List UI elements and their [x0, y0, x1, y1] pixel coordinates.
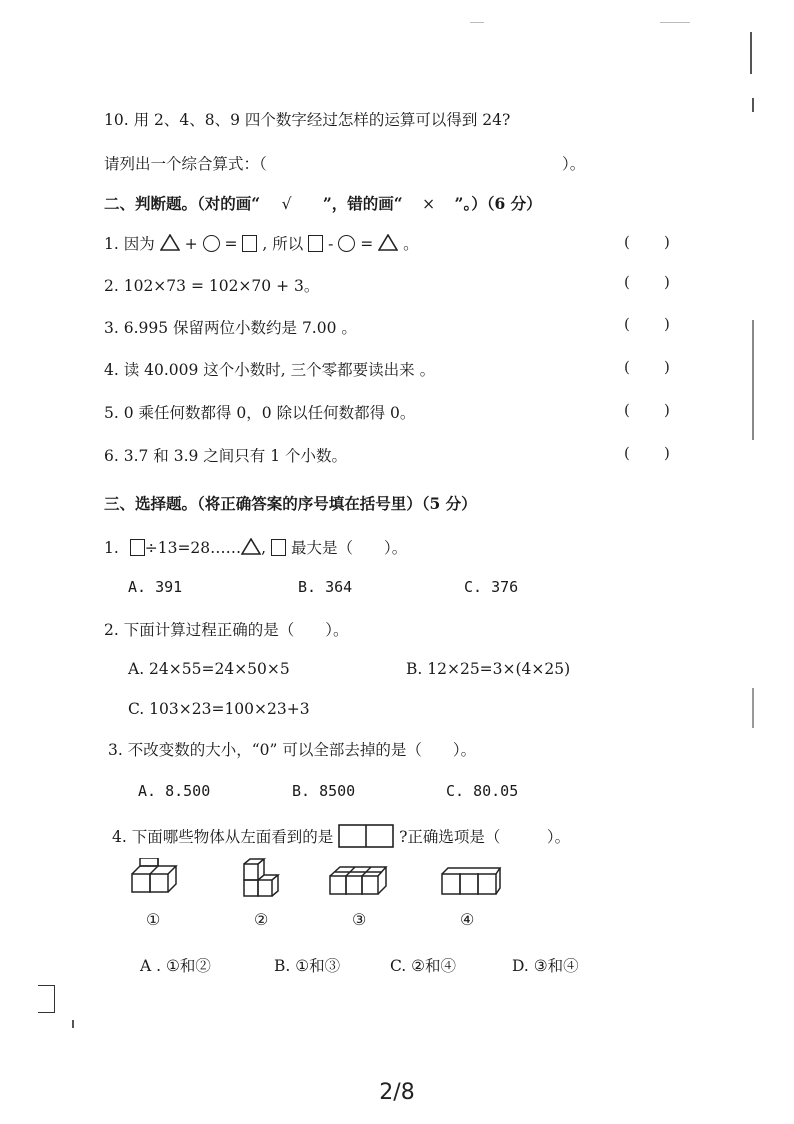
paren-open: (	[624, 273, 630, 291]
cross-mark: ×	[422, 195, 436, 213]
triangle-icon	[160, 234, 180, 251]
judge-1-so: , 所以	[262, 235, 304, 253]
cube-figure-3	[328, 864, 388, 898]
q4-option-d[interactable]: D. ③和④	[512, 957, 579, 975]
judge-item-1	[104, 232, 419, 254]
judge-item-3: 3. 6.995 保留两位小数约是 7.00 。	[104, 319, 357, 337]
paren-close: )	[664, 358, 670, 376]
scan-mark	[660, 22, 690, 23]
square-icon	[242, 235, 257, 252]
q4-option-a[interactable]: A . ①和②	[140, 957, 211, 975]
q10-line2-label: 请列出一个综合算式：（	[104, 155, 267, 173]
plus-sign: +	[184, 235, 198, 253]
q3-option-a[interactable]: A. 8.500	[138, 782, 211, 800]
section2-header	[104, 192, 542, 214]
judge-item-6: 6. 3.7 和 3.9 之间只有 1 个小数。	[104, 447, 348, 465]
minus-sign: -	[328, 235, 334, 253]
q3-option-b[interactable]: B. 8500	[292, 782, 356, 800]
paren-open: (	[624, 358, 630, 376]
section2-header-b: ”，错的画“	[322, 194, 403, 213]
q4-suffix: ?正确选项是（ ）。	[399, 828, 571, 846]
q2-option-b[interactable]: B. 12×25=3×(4×25)	[406, 660, 571, 678]
cube-figure-4	[440, 864, 502, 898]
paren-close: )	[664, 401, 670, 419]
triangle-icon	[378, 234, 398, 251]
paren-open: (	[624, 315, 630, 333]
judge-1-prefix: 1. 因为	[104, 235, 155, 253]
q4-option-c[interactable]: C. ②和④	[390, 957, 457, 975]
scan-mark	[752, 688, 754, 728]
circle-icon	[338, 235, 355, 252]
paren-open: (	[624, 233, 630, 251]
scan-mark	[72, 1020, 74, 1028]
equals-sign: =	[224, 235, 238, 253]
figure-label-2: ②	[254, 910, 269, 929]
q1-option-a[interactable]: A. 391	[128, 578, 183, 596]
q3-option-c[interactable]: C. 80.05	[446, 782, 519, 800]
section2-header-c: ”。）（6 分）	[454, 194, 542, 213]
square-icon	[308, 235, 323, 252]
scan-mark	[750, 32, 752, 74]
paren-close: )	[664, 315, 670, 333]
paren-open: (	[624, 401, 630, 419]
q1-option-c[interactable]: C. 376	[464, 578, 519, 596]
circle-icon	[203, 235, 220, 252]
figure-label-1: ①	[146, 910, 161, 929]
section2-header-a: 二、判断题。（对的画“	[104, 194, 261, 213]
choice-q1	[104, 536, 407, 558]
judge-item-5: 5. 0 乘任何数都得 0，0 除以任何数都得 0。	[104, 404, 416, 422]
q10-line1: 10. 用 2、4、8、9 四个数字经过怎样的运算可以得到 24?	[104, 111, 511, 129]
square-icon	[271, 539, 286, 556]
choice-q2: 2. 下面计算过程正确的是（ ）。	[104, 621, 349, 639]
corner-fragment	[38, 985, 55, 1013]
page-number: 2/8	[379, 1080, 415, 1105]
choice-q4	[112, 824, 570, 848]
section3-header: 三、选择题。（将正确答案的序号填在括号里）（5 分）	[104, 494, 477, 513]
scan-mark	[752, 320, 754, 440]
judge-1-end: 。	[403, 235, 419, 253]
q10-line2-end: ）。	[562, 155, 586, 173]
equals-sign: =	[360, 235, 374, 253]
q1-division: ÷13=28……	[144, 539, 242, 557]
choice-q3: 3. 不改变数的大小，“0” 可以全部去掉的是（ ）。	[108, 741, 477, 759]
square-icon	[130, 539, 145, 556]
left-view-icon	[338, 824, 394, 848]
q1-option-b[interactable]: B. 364	[298, 578, 353, 596]
q4-option-b[interactable]: B. ①和③	[274, 957, 341, 975]
q1-tail: 最大是（ ）。	[290, 539, 408, 557]
figure-label-4: ④	[460, 910, 475, 929]
paren-close: )	[664, 233, 670, 251]
scan-mark	[752, 98, 754, 112]
cube-figure-1	[130, 858, 180, 896]
paren-open: (	[624, 444, 630, 462]
judge-item-2: 2. 102×73 = 102×70 + 3。	[104, 277, 320, 295]
judge-item-4: 4. 读 40.009 这个小数时, 三个零都要读出来 。	[104, 361, 436, 379]
q4-prefix: 4. 下面哪些物体从左面看到的是	[112, 828, 334, 846]
q2-option-c[interactable]: C. 103×23=100×23+3	[128, 700, 310, 718]
q1-num: 1.	[104, 539, 119, 557]
paren-close: )	[664, 444, 670, 462]
q10-line2	[104, 152, 267, 174]
paren-close: )	[664, 273, 670, 291]
q1-comma: ,	[261, 539, 267, 557]
figure-label-3: ③	[352, 910, 367, 929]
scan-mark	[470, 22, 484, 23]
triangle-icon	[241, 538, 261, 555]
q2-option-a[interactable]: A. 24×55=24×50×5	[128, 660, 290, 678]
check-mark: √	[281, 195, 292, 213]
cube-figure-2	[242, 858, 284, 898]
